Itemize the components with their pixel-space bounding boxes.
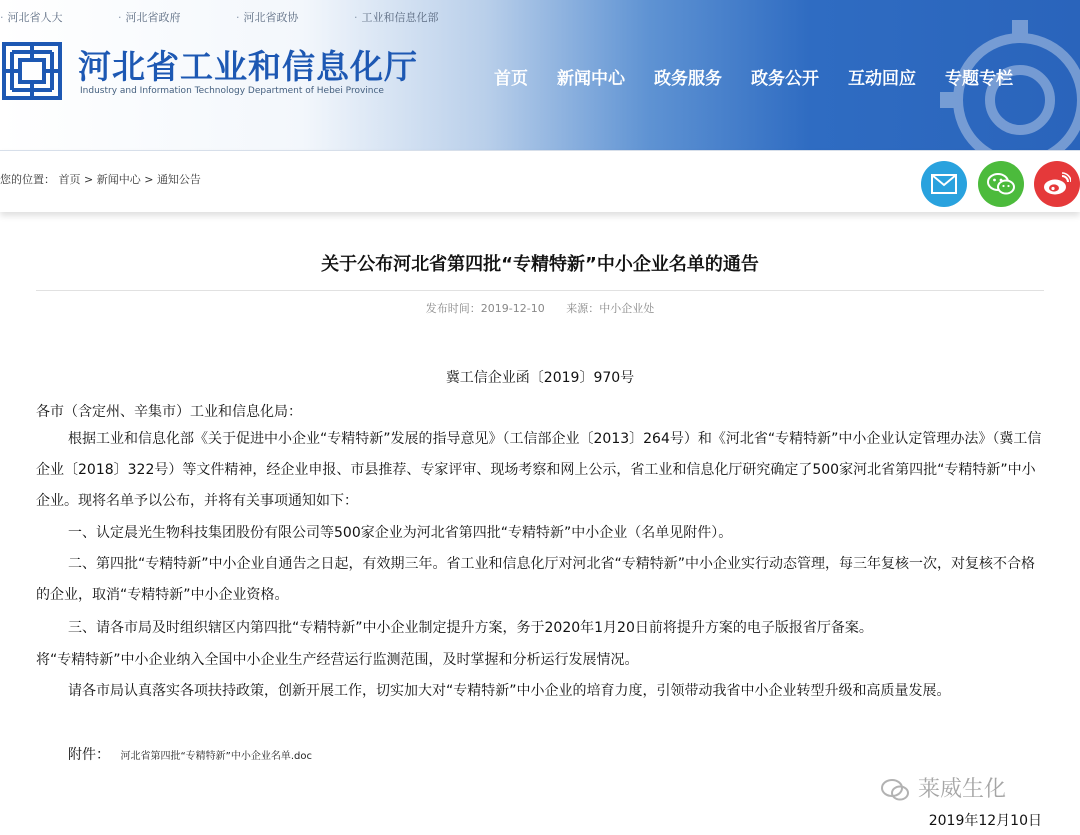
- nav-home[interactable]: 首页: [494, 69, 528, 89]
- top-link-gov[interactable]: · 河北省政府: [118, 11, 181, 24]
- breadcrumb-notices[interactable]: 通知公告: [156, 173, 201, 186]
- nav-topics[interactable]: 专题专栏: [945, 69, 1013, 89]
- watermark: [880, 772, 1006, 803]
- breadcrumb-news[interactable]: 新闻中心: [96, 173, 141, 186]
- title-divider: [36, 290, 1044, 291]
- paragraph-4: 三、请各市局及时组织辖区内第四批“专精特新”中小企业制定提升方案，务于2020年1月20日前将提升方案的电子版报省厅备案。: [68, 620, 873, 636]
- paragraph-3: 二、第四批“专精特新”中小企业自通告之日起，有效期三年。省工业和信息化厅对河北省“专精特新”中小企业实行动态管理，每三年复核一次，对复核不合格的企业，取消“专精特新”中小企业资格。: [36, 556, 1036, 603]
- nav-interaction[interactable]: 互动回应: [848, 69, 916, 89]
- wechat-icon: [987, 172, 1015, 196]
- nav-news[interactable]: 新闻中心: [557, 69, 625, 89]
- share-wechat-button[interactable]: [978, 161, 1024, 207]
- paragraph-2: 一、认定晨光生物科技集团股份有限公司等500家企业为河北省第四批“专精特新”中小企业（名单见附件）。: [68, 525, 733, 541]
- attachment-link[interactable]: 河北省第四批“专精特新”中小企业名单.doc: [120, 751, 312, 762]
- main-nav: [494, 64, 1042, 89]
- site-header: [0, 0, 1080, 150]
- watermark-text: 莱威生化: [918, 777, 1007, 802]
- breadcrumb-sep: >: [80, 173, 97, 186]
- department-logo-icon[interactable]: [2, 42, 62, 100]
- document-number: 冀工信企业函〔2019〕970号: [445, 370, 635, 386]
- top-links: [0, 9, 491, 25]
- article-source: 来源：中小企业处: [566, 302, 655, 315]
- attachment-label: 附件：: [68, 747, 110, 763]
- weibo-icon: [1043, 172, 1071, 196]
- top-link-miit[interactable]: · 工业和信息化部: [354, 11, 439, 24]
- paragraph-1: 根据工业和信息化部《关于促进中小企业“专精特新”发展的指导意见》（工信部企业〔2013〕264号）和《河北省“专精特新”中小企业认定管理办法》（冀工信企业〔2018〕322号）等文件精神，经企业申报、市县推荐、专家评审、现场考察和网上公示，省工业和信息化厅研究确定了500家河北省第四批“专精特新”中小企业。现将名单予以公布，并将有关事项通知如下：: [36, 431, 1042, 509]
- top-link-npc[interactable]: · 河北省人大: [0, 11, 63, 24]
- site-title[interactable]: 河北省工业和信息化厅: [78, 47, 418, 86]
- share-mail-button[interactable]: [921, 161, 967, 207]
- paragraph-5: 将“专精特新”中小企业纳入全国中小企业生产经营运行监测范围，及时掌握和分析运行发展情况。: [36, 652, 639, 668]
- attachment-row: [68, 744, 312, 764]
- nav-disclosure[interactable]: 政务公开: [751, 69, 819, 89]
- article-title: 关于公布河北省第四批“专精特新”中小企业名单的通告: [321, 254, 759, 275]
- publish-date: 发布时间：2019-12-10: [425, 302, 545, 315]
- site-subtitle: Industry and Information Technology Department of Hebei Province: [80, 86, 384, 96]
- article-meta: [0, 300, 1080, 316]
- breadcrumb-bar: [0, 150, 1080, 212]
- breadcrumb-home[interactable]: 首页: [58, 173, 81, 186]
- signature-date: 2019年12月10日: [928, 813, 1042, 829]
- salutation: 各市（含定州、辛集市）工业和信息化局：: [36, 404, 302, 420]
- breadcrumb: [0, 171, 201, 187]
- breadcrumb-sep: >: [140, 173, 157, 186]
- paragraph-6: 请各市局认真落实各项扶持政策，创新开展工作，切实加大对“专精特新”中小企业的培育力度，引领带动我省中小企业转型升级和高质量发展。: [68, 683, 951, 699]
- mail-icon: [931, 174, 957, 194]
- nav-services[interactable]: 政务服务: [654, 69, 722, 89]
- top-link-cppcc[interactable]: · 河北省政协: [236, 11, 299, 24]
- wechat-watermark-icon: [880, 778, 910, 802]
- breadcrumb-prefix: 您的位置：: [0, 173, 55, 186]
- share-weibo-button[interactable]: [1034, 161, 1080, 207]
